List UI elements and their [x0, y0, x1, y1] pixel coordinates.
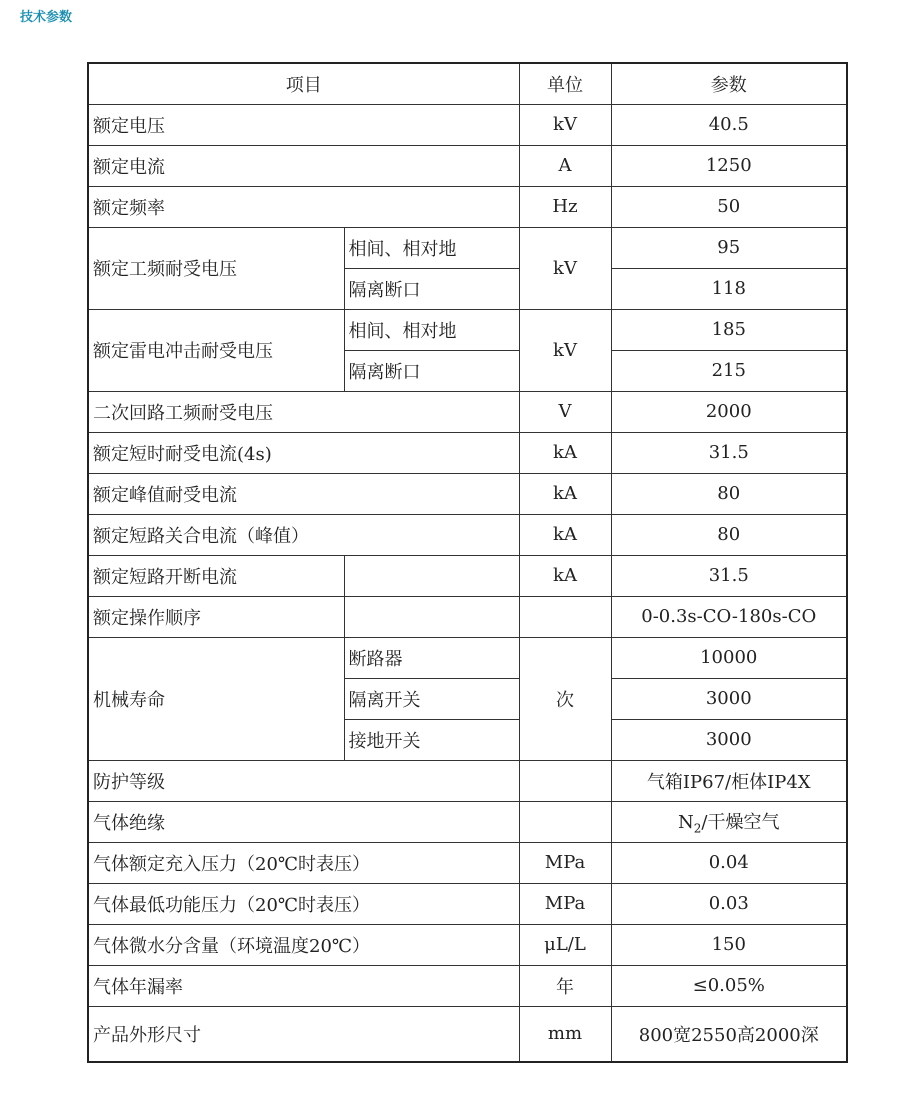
table-row	[88, 145, 847, 186]
unit-cell: kV	[519, 104, 611, 145]
sub-item-cell: 隔离断口	[344, 350, 519, 391]
unit-cell: kA	[519, 514, 611, 555]
value-cell: 2000	[611, 391, 847, 432]
table-row	[88, 924, 847, 965]
empty-cell	[344, 596, 519, 637]
value-cell: 31.5	[611, 432, 847, 473]
value-cell: 31.5	[611, 555, 847, 596]
unit-cell	[519, 596, 611, 637]
item-cell: 气体绝缘	[88, 801, 519, 842]
unit-cell: kA	[519, 432, 611, 473]
table-row	[88, 391, 847, 432]
value-cell: 150	[611, 924, 847, 965]
spec-table	[87, 62, 848, 1063]
table-row	[88, 637, 847, 678]
item-cell: 额定雷电冲击耐受电压	[88, 309, 344, 391]
value-cell: 80	[611, 514, 847, 555]
value-cell: 3000	[611, 678, 847, 719]
sub-item-cell: 相间、相对地	[344, 309, 519, 350]
value-text: /干燥空气	[701, 811, 780, 833]
value-cell: 80	[611, 473, 847, 514]
value-cell: 215	[611, 350, 847, 391]
table-row	[88, 186, 847, 227]
sub-item-cell: 隔离断口	[344, 268, 519, 309]
unit-cell: V	[519, 391, 611, 432]
unit-cell: kA	[519, 555, 611, 596]
unit-cell: mm	[519, 1006, 611, 1062]
sub-item-cell: 相间、相对地	[344, 227, 519, 268]
unit-cell	[519, 760, 611, 801]
empty-cell	[344, 555, 519, 596]
value-text: N	[678, 811, 694, 833]
table-row	[88, 965, 847, 1006]
item-cell: 气体最低功能压力（20℃时表压）	[88, 883, 519, 924]
header-value: 参数	[611, 63, 847, 104]
item-cell: 机械寿命	[88, 637, 344, 760]
table-header-row	[88, 63, 847, 104]
item-cell: 气体年漏率	[88, 965, 519, 1006]
table-row	[88, 883, 847, 924]
unit-cell: A	[519, 145, 611, 186]
table-row	[88, 555, 847, 596]
unit-cell: μL/L	[519, 924, 611, 965]
table-row	[88, 596, 847, 637]
value-cell: 1250	[611, 145, 847, 186]
value-cell: 0-0.3s-CO-180s-CO	[611, 596, 847, 637]
item-cell: 额定操作顺序	[88, 596, 344, 637]
table-row	[88, 1006, 847, 1062]
value-cell: 0.04	[611, 842, 847, 883]
unit-cell: 次	[519, 637, 611, 760]
item-cell: 额定峰值耐受电流	[88, 473, 519, 514]
table-row	[88, 514, 847, 555]
value-cell: 95	[611, 227, 847, 268]
header-unit: 单位	[519, 63, 611, 104]
value-cell: 118	[611, 268, 847, 309]
value-cell: 3000	[611, 719, 847, 760]
value-cell: 40.5	[611, 104, 847, 145]
unit-cell: Hz	[519, 186, 611, 227]
value-subscript: 2	[693, 821, 702, 836]
unit-cell: MPa	[519, 883, 611, 924]
item-cell: 额定短路开断电流	[88, 555, 344, 596]
item-cell: 额定短路关合电流（峰值）	[88, 514, 519, 555]
value-cell: 185	[611, 309, 847, 350]
table-row	[88, 227, 847, 268]
value-cell: 800宽2550高2000深	[611, 1006, 847, 1062]
value-cell: ≤0.05%	[611, 965, 847, 1006]
value-cell: 50	[611, 186, 847, 227]
item-cell: 额定工频耐受电压	[88, 227, 344, 309]
section-heading: 技术参数	[20, 10, 73, 25]
unit-cell: kV	[519, 309, 611, 391]
table-row	[88, 801, 847, 842]
unit-cell	[519, 801, 611, 842]
value-cell: 气箱IP67/柜体IP4X	[611, 760, 847, 801]
table-row	[88, 432, 847, 473]
item-cell: 产品外形尺寸	[88, 1006, 519, 1062]
sub-item-cell: 隔离开关	[344, 678, 519, 719]
item-cell: 二次回路工频耐受电压	[88, 391, 519, 432]
header-item: 项目	[88, 63, 519, 104]
unit-cell: kA	[519, 473, 611, 514]
sub-item-cell: 断路器	[344, 637, 519, 678]
table-row	[88, 104, 847, 145]
value-cell	[611, 801, 847, 842]
item-cell: 额定电压	[88, 104, 519, 145]
unit-cell: MPa	[519, 842, 611, 883]
item-cell: 额定电流	[88, 145, 519, 186]
item-cell: 气体额定充入压力（20℃时表压）	[88, 842, 519, 883]
table-row	[88, 309, 847, 350]
table-row	[88, 760, 847, 801]
item-cell: 气体微水分含量（环境温度20℃）	[88, 924, 519, 965]
value-cell: 0.03	[611, 883, 847, 924]
unit-cell: kV	[519, 227, 611, 309]
item-cell: 防护等级	[88, 760, 519, 801]
item-cell: 额定频率	[88, 186, 519, 227]
sub-item-cell: 接地开关	[344, 719, 519, 760]
unit-cell: 年	[519, 965, 611, 1006]
table-row	[88, 473, 847, 514]
table-row	[88, 842, 847, 883]
item-cell: 额定短时耐受电流(4s)	[88, 432, 519, 473]
value-cell: 10000	[611, 637, 847, 678]
